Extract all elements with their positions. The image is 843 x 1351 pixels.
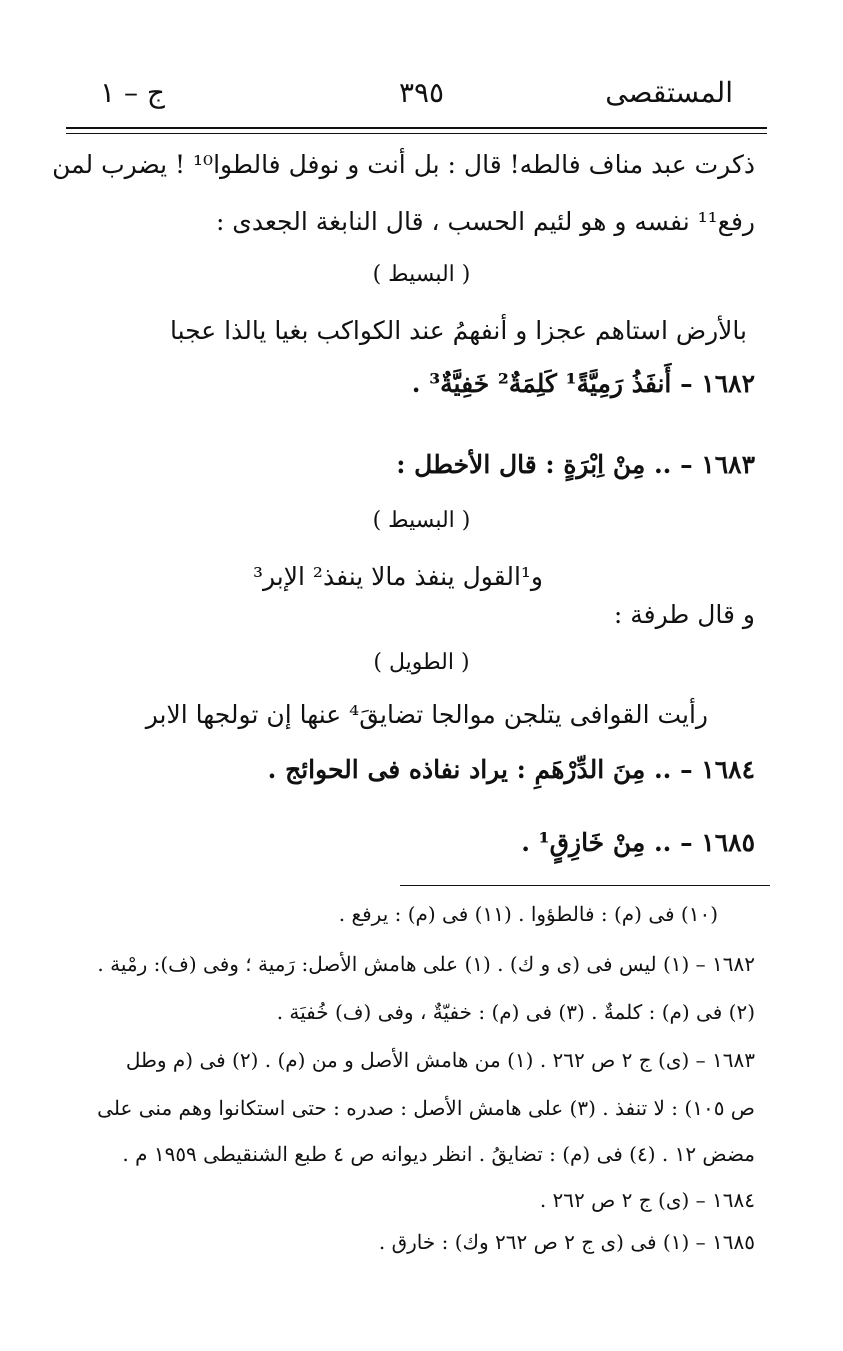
body-line: رفع¹¹ نفسه و هو لئيم الحسب ، قال النابغة الجعدى : [215, 207, 755, 236]
verse-line: و¹القول ينفذ مالا ينفذ² الإبر³ [252, 562, 543, 591]
footnote-line: ١٦٨٥ – (١) فى (ى ج ٢ ص ٢٦٢ وك) : خارق . [378, 1230, 755, 1254]
page-number: ٣٩٥ [398, 76, 445, 109]
meter-label: ( البسيط ) [372, 262, 471, 287]
header-rule [66, 127, 767, 129]
running-header [60, 70, 783, 120]
footnote-line: ١٦٨٣ – (ى) ج ٢ ص ٢٦٢ . (١) من هامش الأصل و من (م) . (٢) فى (م وطل [125, 1048, 755, 1072]
body-line: و قال طرفة : [613, 600, 755, 629]
proverb-entry: ١٦٨٣ – .. مِنْ اِبْرَةٍ : قال الأخطل : [396, 450, 755, 479]
footnote-rule [400, 885, 770, 886]
footnote-line: (٢) فى (م) : كلمةٌ . (٣) فى (م) : خفيّةٌ ، وفى (ف) خُفيَة . [276, 1000, 755, 1024]
proverb-entry: ١٦٨٤ – .. مِنَ الدِّرْهَمِ : يراد نفاذه فى الحوائج . [267, 755, 755, 784]
meter-label: ( البسيط ) [372, 508, 471, 533]
verse-line: رأيت القوافى يتلجن موالجا تضايقَ⁴ عنها إن تولجها الابر [145, 700, 708, 729]
footnote-line: ص ١٠٥) : لا تنفذ . (٣) على هامش الأصل : صدره : حتى استكانوا وهم منى على [97, 1096, 755, 1120]
book-title: المستقصى [605, 76, 733, 109]
footnote-line: ١٦٨٤ – (ى) ج ٢ ص ٢٦٢ . [539, 1188, 755, 1212]
footnote-line: ١٦٨٢ – (١) ليس فى (ى و ك) . (١) على هامش الأصل: رَمية ؛ وفى (ف): رمْية . [97, 952, 755, 976]
footnote-line: (١٠) فى (م) : فالطؤوا . (١١) فى (م) : يرفع . [338, 902, 718, 926]
verse-line: بالأرض استاهم عجزا و أنفهمُ عند الكواكب بغيا يالذا عجبا [169, 316, 747, 345]
header-rule-thin [66, 133, 767, 134]
proverb-entry: ١٦٨٥ – .. مِنْ خَازِقٍ¹ . [521, 828, 755, 857]
footnote-line: مضض ١٢ . (٤) فى (م) : تضايقُ . انظر ديوانه ص ٤ طبع الشنقيطى ١٩٥٩ م . [122, 1142, 755, 1166]
volume-label: ج – ١ [100, 76, 165, 109]
body-line: ذكرت عبد مناف فالطه! قال : بل أنت و نوفل فالطوا¹⁰ ! يضرب لمن [52, 150, 755, 179]
meter-label: ( الطويل ) [373, 650, 470, 675]
proverb-entry: ١٦٨٢ – أَنفَذُ رَمِيَّةً¹ كَلِمَةٌ² خَفِيَّةٌ³ . [411, 369, 755, 398]
